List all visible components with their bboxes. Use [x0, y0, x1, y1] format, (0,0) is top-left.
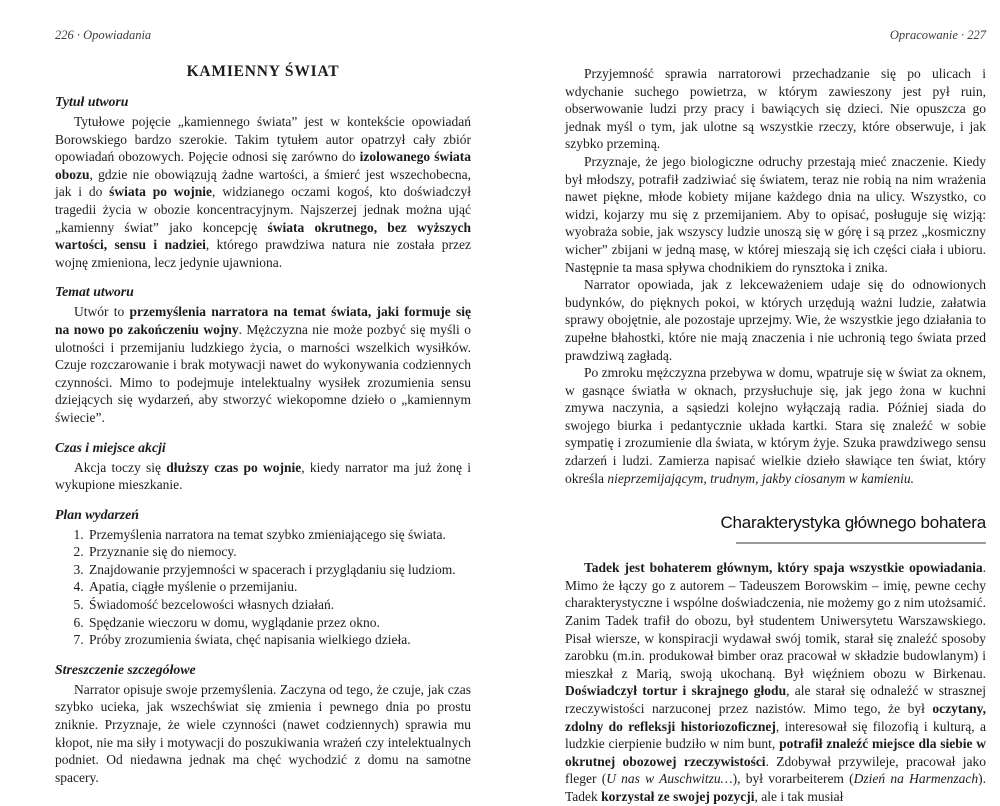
- section-heading-temat-utworu: Temat utworu: [55, 284, 134, 300]
- paragraph-odruchy: Przyznaje, że jego biologiczne odruchy przestają mieć znaczenie. Kiedy był młodszy, potrafił zadziwiać się światem, teraz nie robią na nim wrażenia nawet piękne, młode kobiety mijane każdego dnia na ulicy. Wszystko, co widzi, kojarzy mu się z przemijaniem. Aby to opisać, posługuje się wizją: wyobraża sobie, jak wszyscy ludzie unoszą się w górę i są przez „kosmiczny wicher” zbijani w jedną masę, w której mieszają się ich części ciała i ubioru. Następnie ta masa spływa chodnikiem do rynsztoka i znika.: [565, 153, 986, 275]
- section-heading-plan-wydarzen: Plan wydarzeń: [55, 506, 139, 522]
- list-item: 2. Przyznanie się do niemocy.: [87, 543, 471, 561]
- list-item: 1. Przemyślenia narratora na temat szybko zmieniającego się świata.: [87, 526, 471, 544]
- list-item: 6. Spędzanie wieczoru w domu, wyglądanie przez okno.: [87, 614, 471, 632]
- chapter-title: KAMIENNY ŚWIAT: [186, 63, 340, 80]
- heading-rule: [736, 542, 986, 544]
- section-heading-czas-i-miejsce: Czas i miejsce akcji: [55, 439, 166, 455]
- paragraph-tytul-utworu: Tytułowe pojęcie „kamiennego świata” jest w kontekście opowiadań Borowskiego bardzo szerokie. Takim tytułem autor opatrzył cały zbiór opowiadań obozowych. Pojęcie odnosi się zarówno do izolowanego świata obozu, gdzie nie obowiązują żadne wartości, a śmierć jest wszechobecna, jak i do świata po wojnie, widzianego oczami kogoś, kto doświadczył tragedii życia w obozie koncentracyjnym. Najszerzej jednak można ująć „kamienny świat” jako koncepcję świata okrutnego, bez wyższych wartości, sensu i nadziei, którego prawdziwa natura nie została przez wojnę zmieniona, lecz jedynie ujawniona.: [55, 114, 471, 270]
- events-list: [55, 526, 471, 649]
- paragraph-zmrok: Po zmroku mężczyzna przebywa w domu, wpatruje się w świat za oknem, w gasnące światła w oknach, przysłuchuje się, jak jego żona w kuchni zmywa naczynia, a sąsiedzi kolejno wyłączają radia. Później siada do swojego biurka i pedantycznie układa kartki. Stara się znaleźć w sobie sympatię i zrozumienie dla świata, w którym żyje. Szuka prawdziwego sensu zdarzeń i ludzi. Zamierza napisać wielkie dzieło sławiące ten świat, który określa nieprzemijającym, trudnym, jakby ciosanym w kamieniu.: [565, 365, 986, 486]
- section-heading-tytul-utworu: Tytuł utworu: [55, 94, 129, 109]
- page-left: [55, 0, 471, 786]
- paragraph-temat-utworu: Utwór to przemyślenia narratora na temat świata, jaki formuje się na nowo po zakończeniu wojny. Mężczyzna nie może pozbyć się myśli o ulotności i przemijaniu ludzkiego życia, o marności wszelkich wysiłków. Czuje rozczarowanie i brak motywacji nawet do wykonywania codziennych czynności. Mimo to podejmuje intelektualny wysiłek zrozumienia sensu dziejących się wydarzeń, aby stworzyć wiekopomne dzieło o „kamiennym świecie”.: [55, 304, 472, 425]
- list-item: 7. Próby zrozumienia świata, chęć napisania wielkiego dzieła.: [87, 631, 471, 649]
- paragraph-budynki: Narrator opowiada, jak z lekceważeniem udaje się do odnowionych budynków, do pięknych pokoi, w których urzędują ważni ludzie, załatwia sprawy obojętnie, ale pozostaje uprzejmy. Wie, że wszystkie jego działania to zupełne błahostki, które nie mają znaczenia i nie uchronią tego świata przed prawdziwą zagładą.: [565, 277, 986, 363]
- paragraph-streszczenie: Narrator opisuje swoje przemyślenia. Zaczyna od tego, że czuje, jak czas szybko ucieka, jak wszechświat się zmienia i pewnego dnia po prostu zniknie. Przyznaje, że wiele czynności (nawet codziennych) sprawia mu kłopot, nie ma siły i motywacji do poszukiwania wrażeń czy intelektualnych podniet. Od niedawna jednak ma chęć wychodzić z domu na samotne spacery.: [55, 681, 471, 785]
- running-head-right: Opracowanie · 227: [889, 28, 986, 42]
- list-item: 5. Świadomość bezcelowości własnych działań.: [87, 596, 471, 614]
- paragraph-tadek: Tadek jest bohaterem głównym, który spaja wszystkie opowiadania. Mimo że łączy go z autorem – Tadeuszem Borowskim – imię, pewne cechy charakterystyczne i wspólne doświadczenia, nie możemy go z nim utożsamić. Zanim Tadek trafił do obozu, był studentem Uniwersytetu Warszawskiego. Pisał wiersze, w konspiracji wydawał swój tomik, starał się znaleźć sposoby zarobku (m.in. produkował bimber oraz pracował w składzie budowlanym) i mieszkał z Marią, swoją ukochaną. Był więźniem obozu w Birkenau. Doświadczył tortur i skrajnego głodu, ale starał się odnaleźć w strasznej rzeczywistości narzuconej przez nazistów. Mimo tego, że był oczytany, zdolny do refleksji historiozoficznej, interesował się filozofią i kulturą, a ludzkie cierpienie budziło w nim bunt, potrafił znaleźć miejsce dla siebie w okrutnej obozowej rzeczywistości. Zdobywał przywileje, pracował jako fleger (U nas w Auschwitzu…), był vorarbeiterem (Dzień na Harmenzach). Tadek korzystał ze swojej pozycji, ale i tak musiał: [565, 560, 986, 804]
- paragraph-spacery: Przyjemność sprawia narratorowi przechadzanie się po ulicach i wdychanie suchego powietrza, w którym zawieszony jest pył ruin, obserwowanie ludzi przy pracy i bawiących się dzieci. Nie opuszcza go jednak myśl o tym, jak ulotne są wszystkie rzeczy, które obserwuje, i jak szybko przeminą.: [565, 66, 986, 152]
- section-heading-streszczenie: Streszczenie szczegółowe: [55, 661, 196, 677]
- paragraph-czas-i-miejsce: Akcja toczy się dłuższy czas po wojnie, kiedy narrator ma już żonę i wykupione mieszkanie.: [55, 459, 472, 493]
- page-right: [565, 0, 986, 806]
- running-head-left: 226 · Opowiadania: [55, 28, 152, 42]
- chapter-heading-charakterystyka: Charakterystyka głównego bohatera: [720, 513, 986, 533]
- list-item: 4. Apatia, ciągłe myślenie o przemijaniu.: [87, 578, 471, 596]
- list-item: 3. Znajdowanie przyjemności w spacerach i przyglądaniu się ludziom.: [87, 561, 471, 579]
